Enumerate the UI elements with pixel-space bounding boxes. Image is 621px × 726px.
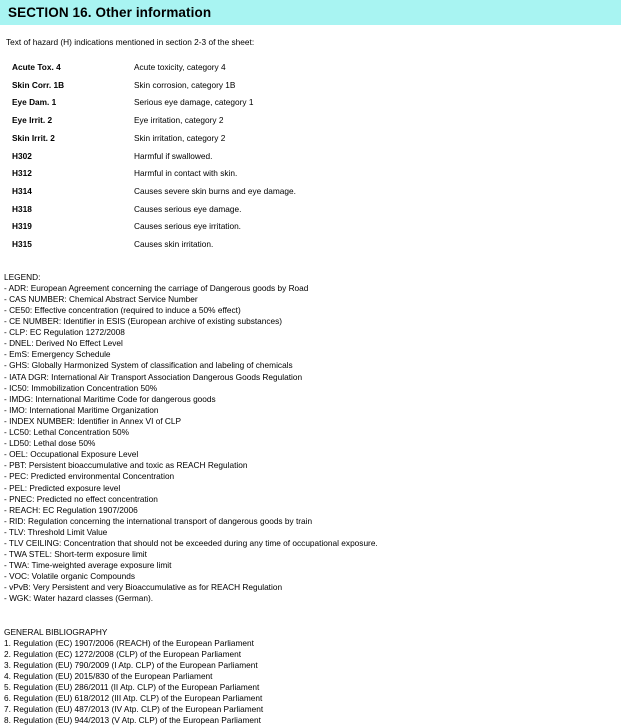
- table-row: [6, 165, 566, 183]
- table-row: [6, 94, 566, 112]
- table-row: [6, 112, 566, 130]
- legend-item: - IMDG: International Maritime Code for dangerous goods: [4, 393, 216, 404]
- hazard-description: Harmful if swallowed.: [134, 150, 213, 161]
- legend-title: LEGEND:: [4, 271, 41, 282]
- intro-text: Text of hazard (H) indications mentioned in section 2-3 of the sheet:: [6, 37, 255, 47]
- hazard-code: Skin Corr. 1B: [12, 79, 65, 90]
- legend-item: - VOC: Volatile organic Compounds: [4, 571, 135, 582]
- legend-item: - ADR: European Agreement concerning the carriage of Dangerous goods by Road: [4, 282, 309, 293]
- bibliography-item: 8. Regulation (EU) 944/2013 (V Atp. CLP) of the European Parliament: [4, 715, 261, 726]
- legend-item: - REACH: EC Regulation 1907/2006: [4, 504, 138, 515]
- hazard-code: H314: [12, 185, 32, 196]
- table-row: [6, 201, 566, 219]
- bibliography-item: 5. Regulation (EU) 286/2011 (II Atp. CLP) of the European Parliament: [4, 682, 260, 693]
- legend-item: - PBT: Persistent bioaccumulative and toxic as REACH Regulation: [4, 460, 248, 471]
- table-row: [6, 148, 566, 166]
- hazard-code: Eye Irrit. 2: [12, 115, 53, 126]
- section-header-banner: [0, 0, 621, 25]
- hazard-table-body: [6, 59, 566, 254]
- legend-item: - CLP: EC Regulation 1272/2008: [4, 327, 125, 338]
- bibliography-item: 7. Regulation (EU) 487/2013 (IV Atp. CLP) of the European Parliament: [4, 704, 264, 715]
- legend-section: [4, 272, 621, 605]
- legend-item: - OEL: Occupational Exposure Level: [4, 449, 139, 460]
- legend-item: - PEC: Predicted environmental Concentration: [4, 471, 175, 482]
- legend-item: - IMO: International Maritime Organization: [4, 404, 159, 415]
- legend-item: - LC50: Lethal Concentration 50%: [4, 427, 129, 438]
- legend-item: - WGK: Water hazard classes (German).: [4, 593, 154, 604]
- table-row: [6, 218, 566, 236]
- bibliography-item: 3. Regulation (EU) 790/2009 (I Atp. CLP) of the European Parliament: [4, 659, 258, 670]
- legend-item: - vPvB: Very Persistent and very Bioaccumulative as for REACH Regulation: [4, 582, 283, 593]
- legend-item: - GHS: Globally Harmonized System of classification and labeling of chemicals: [4, 360, 293, 371]
- hazard-description: Skin corrosion, category 1B: [134, 79, 236, 90]
- hazard-description: Causes serious eye irritation.: [134, 221, 241, 232]
- hazard-code: H319: [12, 221, 32, 232]
- legend-item: - IC50: Immobilization Concentration 50%: [4, 382, 158, 393]
- bibliography-item: 2. Regulation (EC) 1272/2008 (CLP) of the European Parliament: [4, 648, 242, 659]
- legend-item: - LD50: Lethal dose 50%: [4, 438, 96, 449]
- hazard-code: H302: [12, 150, 32, 161]
- hazard-code: H318: [12, 203, 32, 214]
- hazard-description: Harmful in contact with skin.: [134, 168, 238, 179]
- legend-item: - INDEX NUMBER: Identifier in Annex VI of CLP: [4, 415, 182, 426]
- bibliography-title: GENERAL BIBLIOGRAPHY: [4, 626, 108, 637]
- bibliography-item: 4. Regulation (EU) 2015/830 of the European Parliament: [4, 670, 213, 681]
- hazard-code: H315: [12, 239, 32, 250]
- legend-item: - TWA: Time-weighted average exposure limit: [4, 560, 172, 571]
- legend-item: - CE50: Effective concentration (required to induce a 50% effect): [4, 305, 241, 316]
- bibliography-item: 6. Regulation (EU) 618/2012 (III Atp. CLP) of the European Parliament: [4, 693, 263, 704]
- legend-item: - TLV CEILING: Concentration that should not be exceeded during any time of occupational exposure.: [4, 537, 378, 548]
- hazard-code: Eye Dam. 1: [12, 97, 57, 108]
- bibliography-section: [4, 627, 621, 726]
- legend-item: - EmS: Emergency Schedule: [4, 349, 111, 360]
- table-row: [6, 77, 566, 95]
- legend-item: - PEL: Predicted exposure level: [4, 482, 121, 493]
- table-row: [6, 130, 566, 148]
- table-row: [6, 236, 566, 254]
- hazard-description: Serious eye damage, category 1: [134, 97, 254, 108]
- hazard-description: Acute toxicity, category 4: [134, 62, 226, 72]
- legend-item: - IATA DGR: International Air Transport Association Dangerous Goods Regulation: [4, 371, 303, 382]
- hazard-code: Skin Irrit. 2: [12, 132, 55, 143]
- legend-item: - TLV: Threshold Limit Value: [4, 526, 108, 537]
- legend-item: - DNEL: Derived No Effect Level: [4, 338, 123, 349]
- table-row: [6, 59, 566, 77]
- hazard-description: Causes serious eye damage.: [134, 203, 242, 214]
- legend-item: - PNEC: Predicted no effect concentration: [4, 493, 158, 504]
- hazard-description: Causes skin irritation.: [134, 239, 214, 250]
- legend-item: - CE NUMBER: Identifier in ESIS (European archive of existing substances): [4, 316, 283, 327]
- legend-item: - TWA STEL: Short-term exposure limit: [4, 549, 147, 560]
- hazard-statements-table: [6, 59, 566, 254]
- hazard-description: Eye irritation, category 2: [134, 115, 224, 126]
- legend-item: - RID: Regulation concerning the international transport of dangerous goods by train: [4, 515, 313, 526]
- legend-item: - CAS NUMBER: Chemical Abstract Service Number: [4, 293, 198, 304]
- hazard-code: H312: [12, 168, 32, 179]
- hazard-code: Acute Tox. 4: [12, 62, 61, 72]
- page-title: SECTION 16. Other information: [8, 5, 212, 20]
- bibliography-item: 1. Regulation (EC) 1907/2006 (REACH) of the European Parliament: [4, 637, 254, 648]
- table-row: [6, 183, 566, 201]
- hazard-description: Skin irritation, category 2: [134, 132, 226, 143]
- hazard-description: Causes severe skin burns and eye damage.: [134, 185, 296, 196]
